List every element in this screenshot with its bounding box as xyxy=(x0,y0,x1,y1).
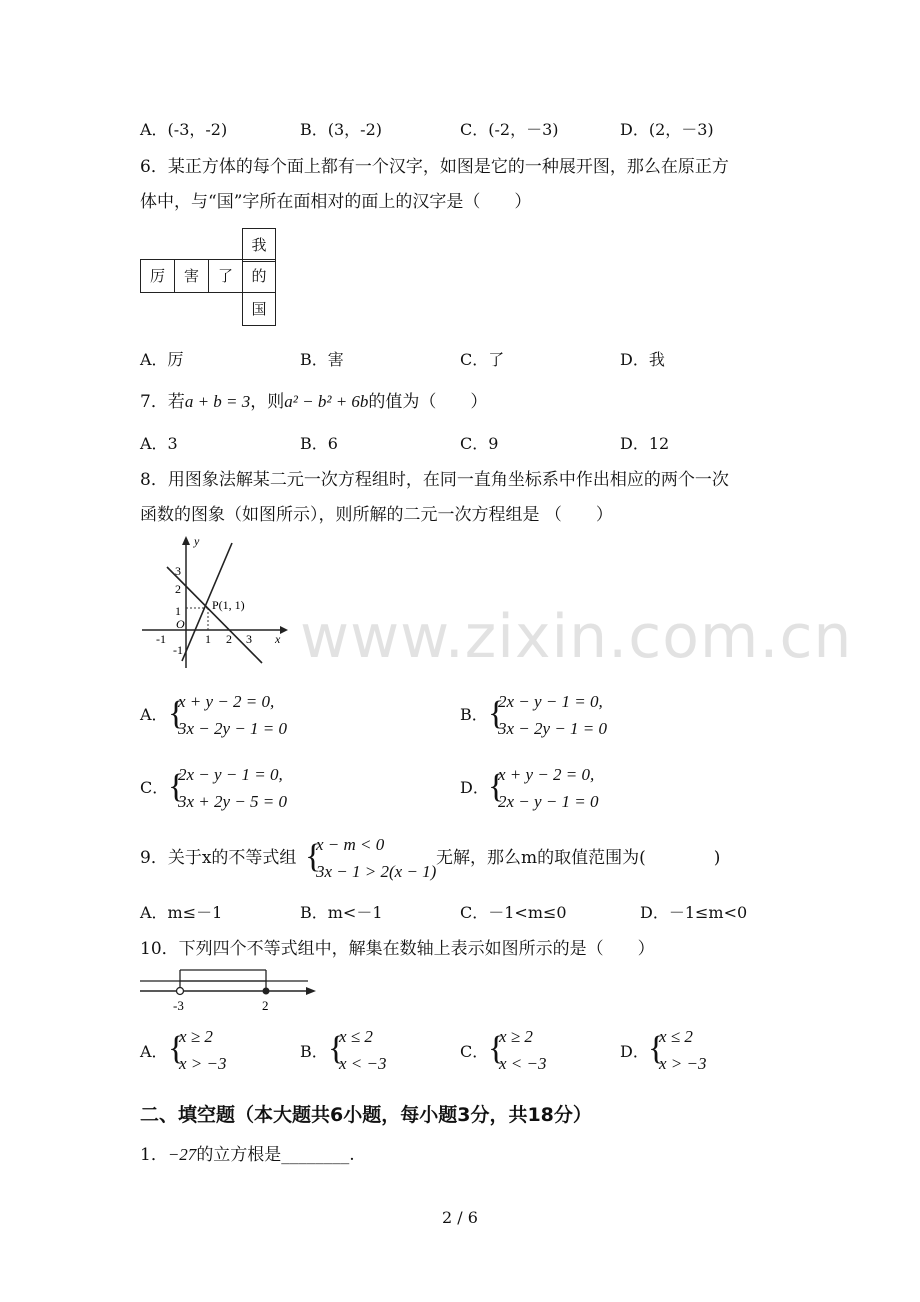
q8-a-eq1: x + y − 2 = 0, xyxy=(178,692,275,711)
net-cell-2: 害 xyxy=(174,259,209,293)
q10-option-c-label: C． xyxy=(460,1042,489,1061)
q8-text-line2: 函数的图象（如图所示），则所解的二元一次方程组是 （ ） xyxy=(140,505,613,525)
net-cell-1: 厉 xyxy=(140,259,175,293)
q7-mid: ，则 xyxy=(250,392,285,412)
label-2: 2 xyxy=(262,998,269,1013)
q10-option-d-label: D． xyxy=(620,1042,649,1061)
q9-option-c: C．－1<m≤0 xyxy=(460,903,567,922)
q8-option-d-label: D． xyxy=(460,778,489,797)
q8-c-eq2: 3x + 2y − 5 = 0 xyxy=(178,792,288,811)
q7-option-c: C．9 xyxy=(460,434,499,453)
net-cell-top: 我 xyxy=(242,228,276,262)
q10-b-eq1: x ≤ 2 xyxy=(339,1027,373,1046)
y-tick-1: 1 xyxy=(175,604,181,618)
x-axis-label: x xyxy=(275,632,281,646)
q10-option-d-system: { x ≤ 2 x > −3 xyxy=(648,1024,738,1080)
q9-eq1: x − m < 0 xyxy=(316,835,385,854)
origin-label: O xyxy=(176,617,185,631)
q10-text: 10．下列四个不等式组中，解集在数轴上表示如图所示的是（ ） xyxy=(140,939,655,959)
q9-prefix: 9．关于x的不等式组 xyxy=(140,848,297,868)
page-number: 2 / 6 xyxy=(442,1208,478,1227)
q8-option-c-label: C． xyxy=(140,778,169,797)
q8-text-line1: 8．用图象法解某二元一次方程组时，在同一直角坐标系中作出相应的两个一次 xyxy=(140,470,729,490)
q10-c-eq1: x ≥ 2 xyxy=(499,1027,533,1046)
point-p-label: P(1, 1) xyxy=(212,598,245,612)
open-point-minus-3 xyxy=(177,988,184,995)
q7-option-d: D．12 xyxy=(620,434,670,453)
q6-option-d: D．我 xyxy=(620,350,665,369)
x-tick-minus-1: -1 xyxy=(156,632,166,646)
q8-b-eq2: 3x − 2y − 1 = 0 xyxy=(498,719,608,738)
q10-b-eq2: x < −3 xyxy=(339,1054,387,1073)
label-minus-3: -3 xyxy=(173,998,184,1013)
q8-c-eq1: 2x − y − 1 = 0, xyxy=(178,765,283,784)
watermark-text: www.zixin.com.cn xyxy=(300,602,853,672)
q5-option-c: C．(-2，－3) xyxy=(460,120,559,139)
net-cell-3: 了 xyxy=(208,259,243,293)
q6-option-a: A．厉 xyxy=(140,350,184,369)
q7-option-a: A．3 xyxy=(140,434,178,453)
q10-d-eq2: x > −3 xyxy=(659,1054,707,1073)
number-line-figure xyxy=(140,966,320,1018)
q8-option-a-system: { x + y − 2 = 0, 3x − 2y − 1 = 0 xyxy=(168,689,318,745)
q5-option-d: D．(2，－3) xyxy=(620,120,714,139)
section-heading: 二、填空题（本大题共6小题，每小题3分，共18分） xyxy=(140,1104,592,1126)
q10-option-b-system: { x ≤ 2 x < −3 xyxy=(328,1024,418,1080)
q10-option-a-system: { x ≥ 2 x > −3 xyxy=(168,1024,258,1080)
q5-option-a: A．(-3，-2) xyxy=(140,120,228,139)
linear-functions-graph xyxy=(140,533,290,673)
q6-text-line2: 体中，与“国”字所在面相对的面上的汉字是（ ） xyxy=(140,192,532,212)
q8-option-b-label: B． xyxy=(460,705,488,724)
q7-option-b: B．6 xyxy=(300,434,338,453)
q6-option-b: B．害 xyxy=(300,350,344,369)
q9-eq2: 3x − 1 > 2(x − 1) xyxy=(316,862,437,881)
q8-b-eq1: 2x − y − 1 = 0, xyxy=(498,692,603,711)
x-tick-3: 3 xyxy=(246,632,252,646)
fill-q1-expression: −27 xyxy=(167,1145,197,1164)
fill-q1-number: 1． xyxy=(140,1145,168,1165)
fill-question-1 xyxy=(140,1143,355,1167)
q9-suffix: 无解，那么m的取值范围为( ) xyxy=(436,848,721,868)
q7-text xyxy=(140,390,487,414)
fill-q1-suffix: 的立方根是________. xyxy=(196,1145,355,1165)
number-line-arrow xyxy=(306,987,316,995)
q7-suffix: 的值为（ ） xyxy=(368,392,488,412)
q9-option-b: B．m<－1 xyxy=(300,903,383,922)
q10-a-eq1: x ≥ 2 xyxy=(179,1027,213,1046)
q8-option-b-system: { 2x − y − 1 = 0, 3x − 2y − 1 = 0 xyxy=(488,689,638,745)
net-cell-4: 的 xyxy=(242,259,276,293)
x-tick-1: 1 xyxy=(205,632,211,646)
q5-option-b: B．(3，-2) xyxy=(300,120,383,139)
q10-option-a-label: A． xyxy=(140,1042,168,1061)
q9-option-d: D．－1≤m<0 xyxy=(640,903,748,922)
q10-d-eq1: x ≤ 2 xyxy=(659,1027,693,1046)
q6-text-line1: 6．某正方体的每个面上都有一个汉字，如图是它的一种展开图，那么在原正方 xyxy=(140,157,729,177)
x-tick-2: 2 xyxy=(226,632,232,646)
y-tick-minus-1: -1 xyxy=(173,643,183,657)
q8-a-eq2: 3x − 2y − 1 = 0 xyxy=(178,719,288,738)
q8-d-eq1: x + y − 2 = 0, xyxy=(498,765,595,784)
q7-condition: a + b = 3 xyxy=(184,392,251,411)
q8-option-c-system: { 2x − y − 1 = 0, 3x + 2y − 5 = 0 xyxy=(168,762,318,818)
net-cell-bottom: 国 xyxy=(242,292,276,326)
y-tick-2: 2 xyxy=(175,582,181,596)
q6-option-c: C．了 xyxy=(460,350,505,369)
q10-a-eq2: x > −3 xyxy=(179,1054,227,1073)
q8-option-d-system: { x + y − 2 = 0, 2x − y − 1 = 0 xyxy=(488,762,638,818)
q8-d-eq2: 2x − y − 1 = 0 xyxy=(498,792,599,811)
q10-option-c-system: { x ≥ 2 x < −3 xyxy=(488,1024,578,1080)
q8-option-a-label: A． xyxy=(140,705,168,724)
q7-expression: a² − b² + 6b xyxy=(284,392,369,411)
q9-option-a: A．m≤－1 xyxy=(140,903,223,922)
y-tick-3: 3 xyxy=(175,564,181,578)
x-axis-arrow xyxy=(280,626,288,634)
q10-c-eq2: x < −3 xyxy=(499,1054,547,1073)
y-axis-arrow xyxy=(182,536,190,545)
q10-option-b-label: B． xyxy=(300,1042,328,1061)
q9-system: { x − m < 0 3x − 1 > 2(x − 1) xyxy=(305,832,440,888)
q7-prefix: 7．若 xyxy=(140,392,185,412)
closed-point-2 xyxy=(263,988,270,995)
y-axis-label: y xyxy=(194,534,200,548)
